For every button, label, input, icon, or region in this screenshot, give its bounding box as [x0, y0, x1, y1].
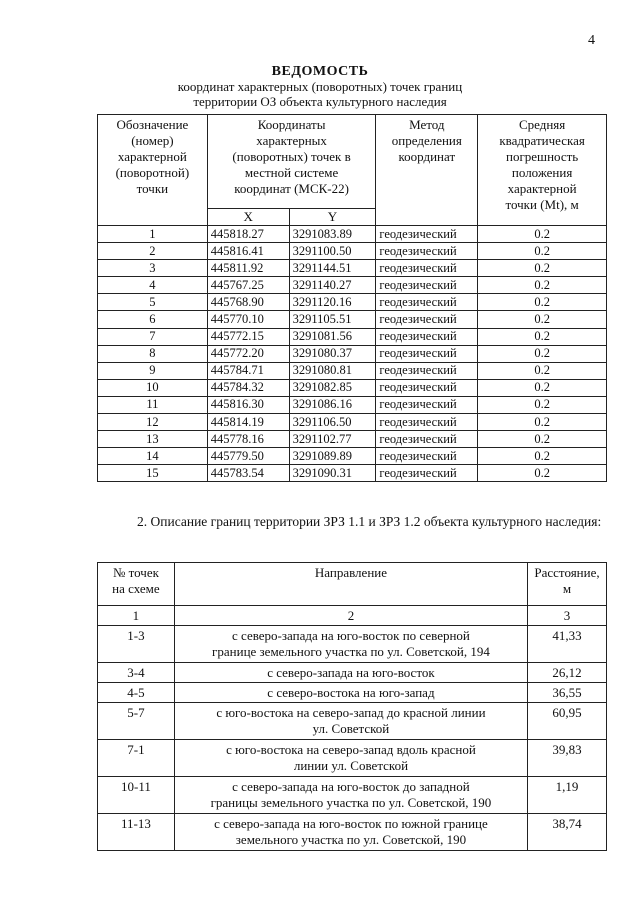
header-distance-cell — [528, 563, 607, 606]
direction-line: с северо-запада на юго-восток — [267, 665, 435, 680]
y-coordinate-cell: 3291082.85 — [289, 379, 376, 396]
header-distance-line: Расстояние, — [534, 565, 600, 580]
table-row — [98, 311, 607, 328]
segment-points-cell: 4-5 — [98, 683, 175, 703]
x-coordinate-cell: 445784.71 — [207, 362, 289, 379]
header-coords-line: (поворотных) точек в — [232, 149, 351, 164]
accuracy-cell: 0.2 — [478, 396, 607, 413]
segment-direction-cell — [174, 626, 527, 663]
direction-line: границе земельного участка по ул. Советской, 194 — [212, 644, 490, 659]
direction-line: с юго-востока на северо-запад до красной линии — [216, 705, 486, 720]
boundary-description-table — [97, 562, 607, 851]
segment-points-cell: 11-13 — [98, 814, 175, 851]
table-row — [98, 777, 607, 814]
table-row — [98, 243, 607, 260]
direction-line: земельного участка по ул. Советской, 190 — [235, 832, 467, 847]
x-coordinate-cell: 445779.50 — [207, 448, 289, 465]
direction-line: с северо-запада на юго-восток до западной — [232, 779, 470, 794]
column-numbers-row — [98, 606, 607, 626]
header-x: X — [207, 209, 289, 226]
header-coords-line: характерных — [256, 133, 327, 148]
y-coordinate-cell: 3291089.89 — [289, 448, 376, 465]
header-accuracy-line: характерной — [507, 181, 577, 196]
x-coordinate-cell: 445783.54 — [207, 465, 289, 482]
x-coordinate-cell: 445816.41 — [207, 243, 289, 260]
table-row — [98, 345, 607, 362]
direction-line: границы земельного участка по ул. Советской, 190 — [210, 795, 492, 810]
x-coordinate-cell: 445772.15 — [207, 328, 289, 345]
x-coordinate-cell: 445784.32 — [207, 379, 289, 396]
method-cell: геодезический — [376, 260, 478, 277]
method-cell: геодезический — [376, 345, 478, 362]
header-distance-line: м — [562, 581, 572, 596]
segment-direction-cell — [174, 683, 527, 703]
table-row — [98, 414, 607, 431]
point-number-cell: 13 — [98, 431, 208, 448]
header-point-line: характерной — [117, 149, 187, 164]
table-row — [98, 260, 607, 277]
header-accuracy-line: положения — [511, 165, 573, 180]
table-row — [98, 703, 607, 740]
accuracy-cell: 0.2 — [478, 431, 607, 448]
x-coordinate-cell: 445770.10 — [207, 311, 289, 328]
y-coordinate-cell: 3291144.51 — [289, 260, 376, 277]
y-coordinate-cell: 3291080.37 — [289, 345, 376, 362]
header-accuracy-line: погрешность — [506, 149, 579, 164]
table-row — [98, 740, 607, 777]
column-number: 2 — [174, 606, 527, 626]
header-accuracy-line: квадратическая — [499, 133, 585, 148]
table-row — [98, 294, 607, 311]
x-coordinate-cell: 445772.20 — [207, 345, 289, 362]
point-number-cell: 1 — [98, 226, 208, 243]
point-number-cell: 10 — [98, 379, 208, 396]
header-points-cell — [98, 563, 175, 606]
point-number-cell: 8 — [98, 345, 208, 362]
point-number-cell: 2 — [98, 243, 208, 260]
segment-distance-cell: 41,33 — [528, 626, 607, 663]
method-cell: геодезический — [376, 379, 478, 396]
title-block — [0, 64, 640, 109]
segment-points-cell: 10-11 — [98, 777, 175, 814]
y-coordinate-cell: 3291120.16 — [289, 294, 376, 311]
point-number-cell: 15 — [98, 465, 208, 482]
header-point-line: (номер) — [131, 133, 174, 148]
method-cell: геодезический — [376, 448, 478, 465]
header-point-line: (поворотной) — [115, 165, 190, 180]
document-title: ВЕДОМОСТЬ — [271, 64, 369, 79]
table-row — [98, 396, 607, 413]
header-method-line: Метод — [409, 117, 445, 132]
segment-distance-cell: 39,83 — [528, 740, 607, 777]
segment-points-cell: 3-4 — [98, 663, 175, 683]
point-number-cell: 6 — [98, 311, 208, 328]
header-point-line: Обозначение — [116, 117, 189, 132]
method-cell: геодезический — [376, 362, 478, 379]
direction-line: ул. Советской — [312, 721, 390, 736]
table-row — [98, 328, 607, 345]
coordinates-table — [97, 114, 607, 482]
point-number-cell: 9 — [98, 362, 208, 379]
header-accuracy-line: точки (Mt), м — [505, 197, 579, 212]
header-point-line: точки — [136, 181, 169, 196]
x-coordinate-cell: 445811.92 — [207, 260, 289, 277]
table-row — [98, 379, 607, 396]
point-number-cell: 3 — [98, 260, 208, 277]
direction-line: с северо-запада на юго-восток по южной границе — [214, 816, 488, 831]
accuracy-cell: 0.2 — [478, 277, 607, 294]
y-coordinate-cell: 3291081.56 — [289, 328, 376, 345]
y-coordinate-cell: 3291083.89 — [289, 226, 376, 243]
segment-direction-cell — [174, 740, 527, 777]
page-number: 4 — [588, 33, 595, 48]
table-row — [98, 814, 607, 851]
method-cell: геодезический — [376, 431, 478, 448]
accuracy-cell: 0.2 — [478, 294, 607, 311]
direction-line: с северо-запада на юго-восток по северной — [232, 628, 470, 643]
y-coordinate-cell: 3291102.77 — [289, 431, 376, 448]
header-y: Y — [289, 209, 376, 226]
point-number-cell: 14 — [98, 448, 208, 465]
x-coordinate-cell: 445814.19 — [207, 414, 289, 431]
method-cell: геодезический — [376, 243, 478, 260]
method-cell: геодезический — [376, 311, 478, 328]
table-row — [98, 663, 607, 683]
coords-body — [98, 226, 607, 482]
method-cell: геодезический — [376, 465, 478, 482]
point-number-cell: 4 — [98, 277, 208, 294]
accuracy-cell: 0.2 — [478, 260, 607, 277]
coords-header-row — [98, 115, 607, 209]
title-line-2: территории ОЗ объекта культурного наследия — [193, 94, 447, 109]
column-number: 3 — [528, 606, 607, 626]
table-row — [98, 683, 607, 703]
header-accuracy-cell — [478, 115, 607, 226]
accuracy-cell: 0.2 — [478, 414, 607, 431]
header-coords-line: местной системе — [244, 165, 339, 180]
boundary-header-row — [98, 563, 607, 606]
method-cell: геодезический — [376, 328, 478, 345]
accuracy-cell: 0.2 — [478, 243, 607, 260]
header-direction: Направление — [174, 563, 527, 606]
segment-distance-cell: 26,12 — [528, 663, 607, 683]
method-cell: геодезический — [376, 277, 478, 294]
header-method-line: определения — [391, 133, 462, 148]
method-cell: геодезический — [376, 226, 478, 243]
x-coordinate-cell: 445816.30 — [207, 396, 289, 413]
x-coordinate-cell: 445818.27 — [207, 226, 289, 243]
header-coords-cell — [207, 115, 376, 209]
method-cell: геодезический — [376, 294, 478, 311]
y-coordinate-cell: 3291090.31 — [289, 465, 376, 482]
x-coordinate-cell: 445767.25 — [207, 277, 289, 294]
accuracy-cell: 0.2 — [478, 362, 607, 379]
y-coordinate-cell: 3291106.50 — [289, 414, 376, 431]
accuracy-cell: 0.2 — [478, 448, 607, 465]
point-number-cell: 7 — [98, 328, 208, 345]
table-row — [98, 626, 607, 663]
header-method-line: координат — [398, 149, 456, 164]
segment-direction-cell — [174, 777, 527, 814]
accuracy-cell: 0.2 — [478, 465, 607, 482]
segment-distance-cell: 36,55 — [528, 683, 607, 703]
y-coordinate-cell: 3291080.81 — [289, 362, 376, 379]
point-number-cell: 5 — [98, 294, 208, 311]
point-number-cell: 11 — [98, 396, 208, 413]
header-accuracy-line: Средняя — [518, 117, 566, 132]
table-row — [98, 448, 607, 465]
segment-direction-cell — [174, 703, 527, 740]
accuracy-cell: 0.2 — [478, 379, 607, 396]
x-coordinate-cell: 445778.16 — [207, 431, 289, 448]
accuracy-cell: 0.2 — [478, 311, 607, 328]
header-coords-line: координат (МСК-22) — [234, 181, 349, 196]
y-coordinate-cell: 3291100.50 — [289, 243, 376, 260]
direction-line: с северо-востока на юго-запад — [267, 685, 435, 700]
segment-direction-cell — [174, 663, 527, 683]
method-cell: геодезический — [376, 414, 478, 431]
direction-line: линии ул. Советской — [293, 758, 409, 773]
table-row — [98, 226, 607, 243]
segment-distance-cell: 60,95 — [528, 703, 607, 740]
segment-direction-cell — [174, 814, 527, 851]
direction-line: с юго-востока на северо-запад вдоль красной — [226, 742, 476, 757]
table-row — [98, 465, 607, 482]
segment-distance-cell: 38,74 — [528, 814, 607, 851]
header-points-line: № точек — [112, 565, 159, 580]
column-number: 1 — [98, 606, 175, 626]
accuracy-cell: 0.2 — [478, 226, 607, 243]
method-cell: геодезический — [376, 396, 478, 413]
segment-points-cell: 7-1 — [98, 740, 175, 777]
header-points-line: на схеме — [112, 581, 160, 596]
title-line-1: координат характерных (поворотных) точек границ — [177, 79, 463, 94]
header-point-cell — [98, 115, 208, 226]
segment-points-cell: 1-3 — [98, 626, 175, 663]
section-2-heading: 2. Описание границ территории ЗРЗ 1.1 и ЗРЗ 1.2 объекта культурного наследия: — [137, 514, 602, 529]
point-number-cell: 12 — [98, 414, 208, 431]
boundary-body — [98, 626, 607, 851]
header-method-cell — [376, 115, 478, 226]
x-coordinate-cell: 445768.90 — [207, 294, 289, 311]
segment-points-cell: 5-7 — [98, 703, 175, 740]
accuracy-cell: 0.2 — [478, 328, 607, 345]
table-row — [98, 431, 607, 448]
y-coordinate-cell: 3291105.51 — [289, 311, 376, 328]
y-coordinate-cell: 3291086.16 — [289, 396, 376, 413]
table-row — [98, 277, 607, 294]
table-row — [98, 362, 607, 379]
accuracy-cell: 0.2 — [478, 345, 607, 362]
segment-distance-cell: 1,19 — [528, 777, 607, 814]
y-coordinate-cell: 3291140.27 — [289, 277, 376, 294]
header-coords-line: Координаты — [257, 117, 326, 132]
